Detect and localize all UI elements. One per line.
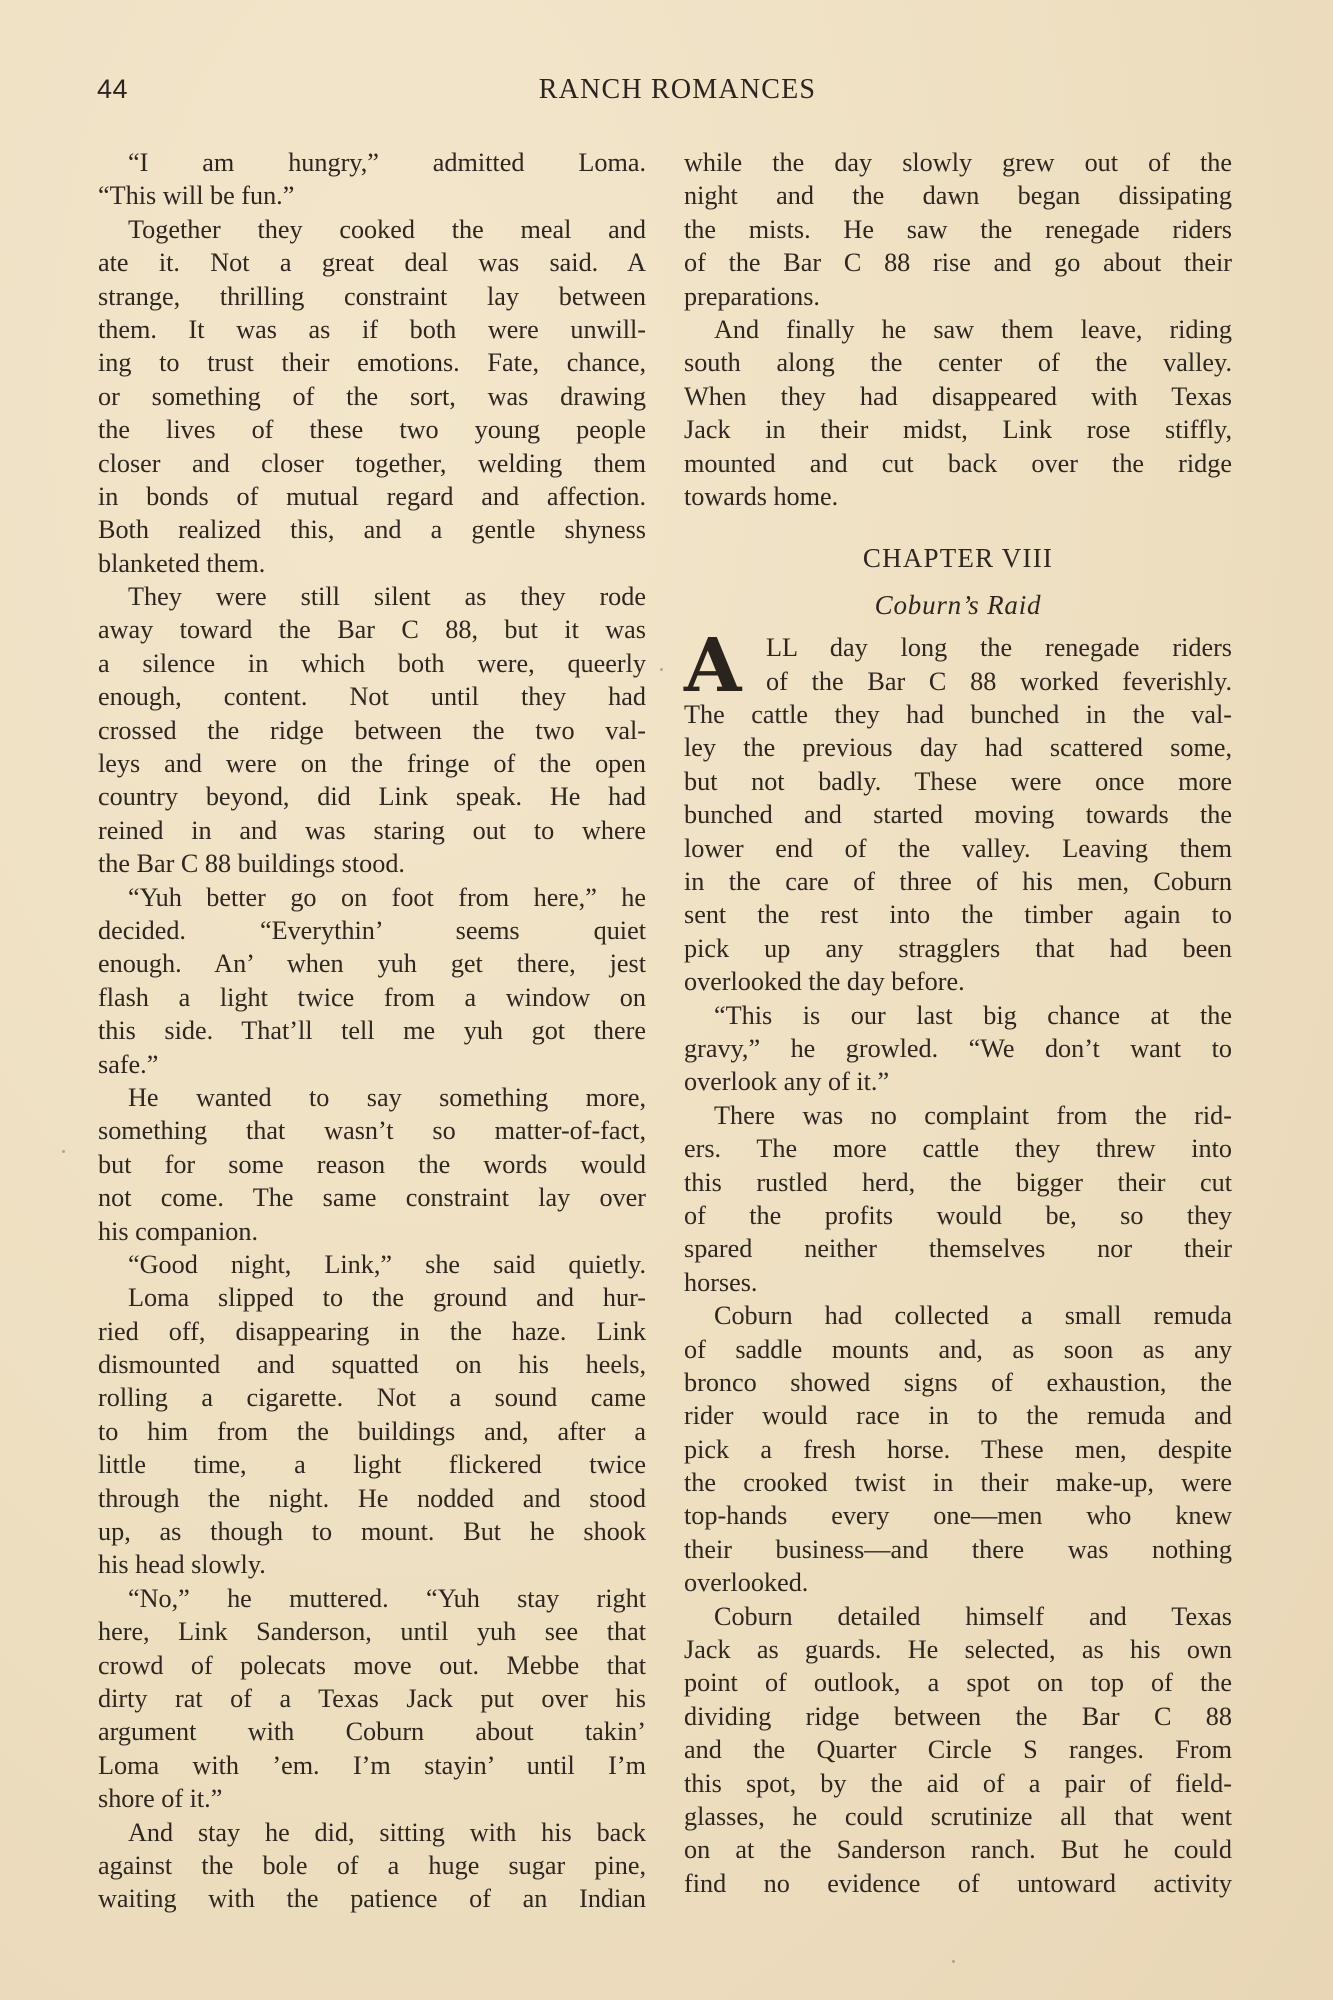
text-line: this spot, by the aid of a pair of field- [684, 1768, 1232, 1798]
chapter-opening [684, 623, 1232, 710]
text-line: up, as though to mount. But he shook [98, 1517, 646, 1547]
text-line: south along the center of the valley. [684, 348, 1232, 378]
text-line: preparations. [684, 281, 820, 311]
text-line: of saddle mounts and, as soon as any [684, 1334, 1232, 1364]
text-line: strange, thrilling constraint lay between [98, 281, 646, 311]
text-line: There was no complaint from the rid- [714, 1100, 1232, 1130]
text-line: ate it. Not a great deal was said. A [98, 248, 646, 278]
text-line: bunched and started moving towards the [684, 800, 1232, 830]
text-line: reined in and was staring out to where [98, 815, 646, 845]
text-line: He wanted to say something more, [128, 1082, 646, 1112]
text-line: crossed the ridge between the two val- [98, 715, 646, 745]
text-line: point of outlook, a spot on top of the [684, 1668, 1232, 1698]
text-line: “I am hungry,” admitted Loma. [128, 148, 646, 177]
drop-cap: A [684, 623, 742, 710]
text-line: “No,” he muttered. “Yuh stay right [128, 1583, 646, 1613]
text-line: against the bole of a huge sugar pine, [98, 1850, 646, 1880]
text-line: dirty rat of a Texas Jack put over his [98, 1683, 646, 1713]
text-line: When they had disappeared with Texas [684, 381, 1232, 411]
text-line: leys and were on the fringe of the open [98, 749, 646, 779]
text-line: overlook any of it.” [684, 1067, 890, 1097]
chapter-body [684, 698, 1232, 1900]
text-line: gravy,” he growled. “We don’t want to [684, 1033, 1232, 1063]
text-line: his companion. [98, 1216, 259, 1246]
text-line: shore of it.” [98, 1784, 223, 1814]
text-line: closer and closer together, welding them [98, 448, 646, 478]
text-line: decided. “Everythin’ seems quiet [98, 915, 646, 945]
text-line: safe.” [98, 1049, 159, 1079]
text-line: here, Link Sanderson, until yuh see that [98, 1617, 646, 1647]
text-line: away toward the Bar C 88, but it was [98, 615, 646, 645]
text-line: pick up any stragglers that had been [684, 933, 1232, 963]
text-line: or something of the sort, was drawing [98, 381, 646, 411]
running-title: RANCH ROMANCES [538, 74, 817, 105]
text-line: a silence in which both were, queerly [98, 648, 646, 678]
page-number: 44 [97, 74, 129, 104]
text-line: their business—and there was nothing [684, 1534, 1232, 1564]
text-line: Coburn had collected a small remuda [714, 1301, 1232, 1331]
text-line: ers. The more cattle they threw into [684, 1134, 1232, 1164]
chapter-title: Coburn’s Raid [874, 590, 1042, 621]
text-line: find no evidence of untoward activity [684, 1868, 1232, 1898]
text-line: enough. An’ when yuh get there, jest [98, 949, 646, 979]
text-line: of the profits would be, so they [684, 1200, 1232, 1230]
text-line: dividing ridge between the Bar C 88 [684, 1701, 1232, 1731]
text-line: top-hands every one—men who knew [684, 1501, 1232, 1531]
text-line: towards home. [684, 481, 839, 511]
text-line: through the night. He nodded and stood [98, 1483, 646, 1513]
text-line: mounted and cut back over the ridge [684, 448, 1232, 478]
text-line: ried off, disappearing in the haze. Link [98, 1316, 646, 1346]
text-line: The cattle they had bunched in the val- [684, 700, 1232, 730]
text-line: not come. The same constraint lay over [98, 1183, 646, 1213]
drop-cap-line: of the Bar C 88 worked feverishly. [766, 666, 1232, 696]
text-line: Together they cooked the meal and [128, 214, 646, 244]
text-line: his head slowly. [98, 1550, 266, 1580]
text-line: waiting with the patience of an Indian [98, 1884, 646, 1914]
paper-speck [952, 1960, 955, 1963]
right-column-continuation [684, 146, 1232, 513]
text-line: country beyond, did Link speak. He had [98, 782, 646, 812]
text-line: “This will be fun.” [98, 181, 295, 211]
text-line: And stay he did, sitting with his back [128, 1817, 646, 1847]
text-line: spared neither themselves nor their [684, 1234, 1232, 1264]
text-line: this rustled herd, the bigger their cut [684, 1167, 1232, 1197]
text-line: night and the dawn began dissipating [684, 181, 1232, 211]
left-column [98, 146, 646, 1916]
text-line: Jack in their midst, Link rose stiffly, [684, 415, 1232, 445]
chapter-heading: CHAPTER VIII [862, 543, 1054, 574]
paper-speck [62, 1150, 65, 1153]
text-line: rider would race in to the remuda and [684, 1401, 1232, 1431]
text-line: the mists. He saw the renegade riders [684, 214, 1232, 244]
text-line: pick a fresh horse. These men, despite [684, 1434, 1232, 1464]
text-line: ley the previous day had scattered some, [684, 733, 1232, 763]
text-line: horses. [684, 1267, 758, 1297]
text-line: on at the Sanderson ranch. But he could [684, 1835, 1232, 1865]
text-line: rolling a cigarette. Not a sound came [98, 1383, 646, 1413]
text-line: bronco showed signs of exhaustion, the [684, 1367, 1232, 1397]
text-line: but for some reason the words would [98, 1149, 646, 1179]
text-line: blanketed them. [98, 548, 266, 578]
text-line: flash a light twice from a window on [98, 982, 646, 1012]
text-line: “This is our last big chance at the [714, 1000, 1232, 1030]
text-line: in the care of three of his men, Coburn [684, 867, 1232, 897]
text-line: argument with Coburn about takin’ [98, 1717, 646, 1747]
text-line: Coburn detailed himself and Texas [714, 1601, 1232, 1631]
text-line: lower end of the valley. Leaving them [684, 833, 1232, 863]
text-line: in bonds of mutual regard and affection. [98, 481, 646, 511]
text-line: “Good night, Link,” she said quietly. [128, 1249, 646, 1279]
text-line: little time, a light flickered twice [98, 1450, 646, 1480]
text-line: the lives of these two young people [98, 415, 646, 445]
drop-cap-line: LL day long the renegade riders [766, 633, 1232, 663]
text-line: glasses, he could scrutinize all that went [684, 1801, 1232, 1831]
text-line: enough, content. Not until they had [98, 682, 646, 712]
text-line: And finally he saw them leave, riding [714, 314, 1232, 344]
text-line: them. It was as if both were unwill- [98, 314, 646, 344]
text-line: dismounted and squatted on his heels, [98, 1350, 646, 1380]
text-line: ing to trust their emotions. Fate, chance, [98, 348, 646, 378]
text-line: of the Bar C 88 rise and go about their [684, 248, 1232, 278]
text-line: to him from the buildings and, after a [98, 1416, 646, 1446]
text-line: Loma with ’em. I’m stayin’ until I’m [98, 1750, 646, 1780]
text-line: crowd of polecats move out. Mebbe that [98, 1650, 646, 1680]
text-line: overlooked. [684, 1568, 809, 1598]
text-line: overlooked the day before. [684, 967, 965, 997]
text-line: but not badly. These were once more [684, 766, 1232, 796]
right-column [684, 146, 1232, 1900]
text-line: something that wasn’t so matter-of-fact, [98, 1116, 646, 1146]
text-line: “Yuh better go on foot from here,” he [128, 882, 646, 912]
text-line: Jack as guards. He selected, as his own [684, 1635, 1232, 1665]
text-line: sent the rest into the timber again to [684, 900, 1232, 930]
text-line: They were still silent as they rode [128, 582, 646, 612]
text-line: and the Quarter Circle S ranges. From [684, 1735, 1232, 1765]
text-line: while the day slowly grew out of the [684, 148, 1232, 177]
text-line: this side. That’ll tell me yuh got there [98, 1016, 646, 1046]
paper-speck [660, 668, 663, 671]
text-line: the crooked twist in their make-up, were [684, 1468, 1232, 1498]
text-line: Loma slipped to the ground and hur- [128, 1283, 646, 1313]
text-line: Both realized this, and a gentle shyness [98, 515, 646, 545]
text-line: the Bar C 88 buildings stood. [98, 849, 405, 879]
